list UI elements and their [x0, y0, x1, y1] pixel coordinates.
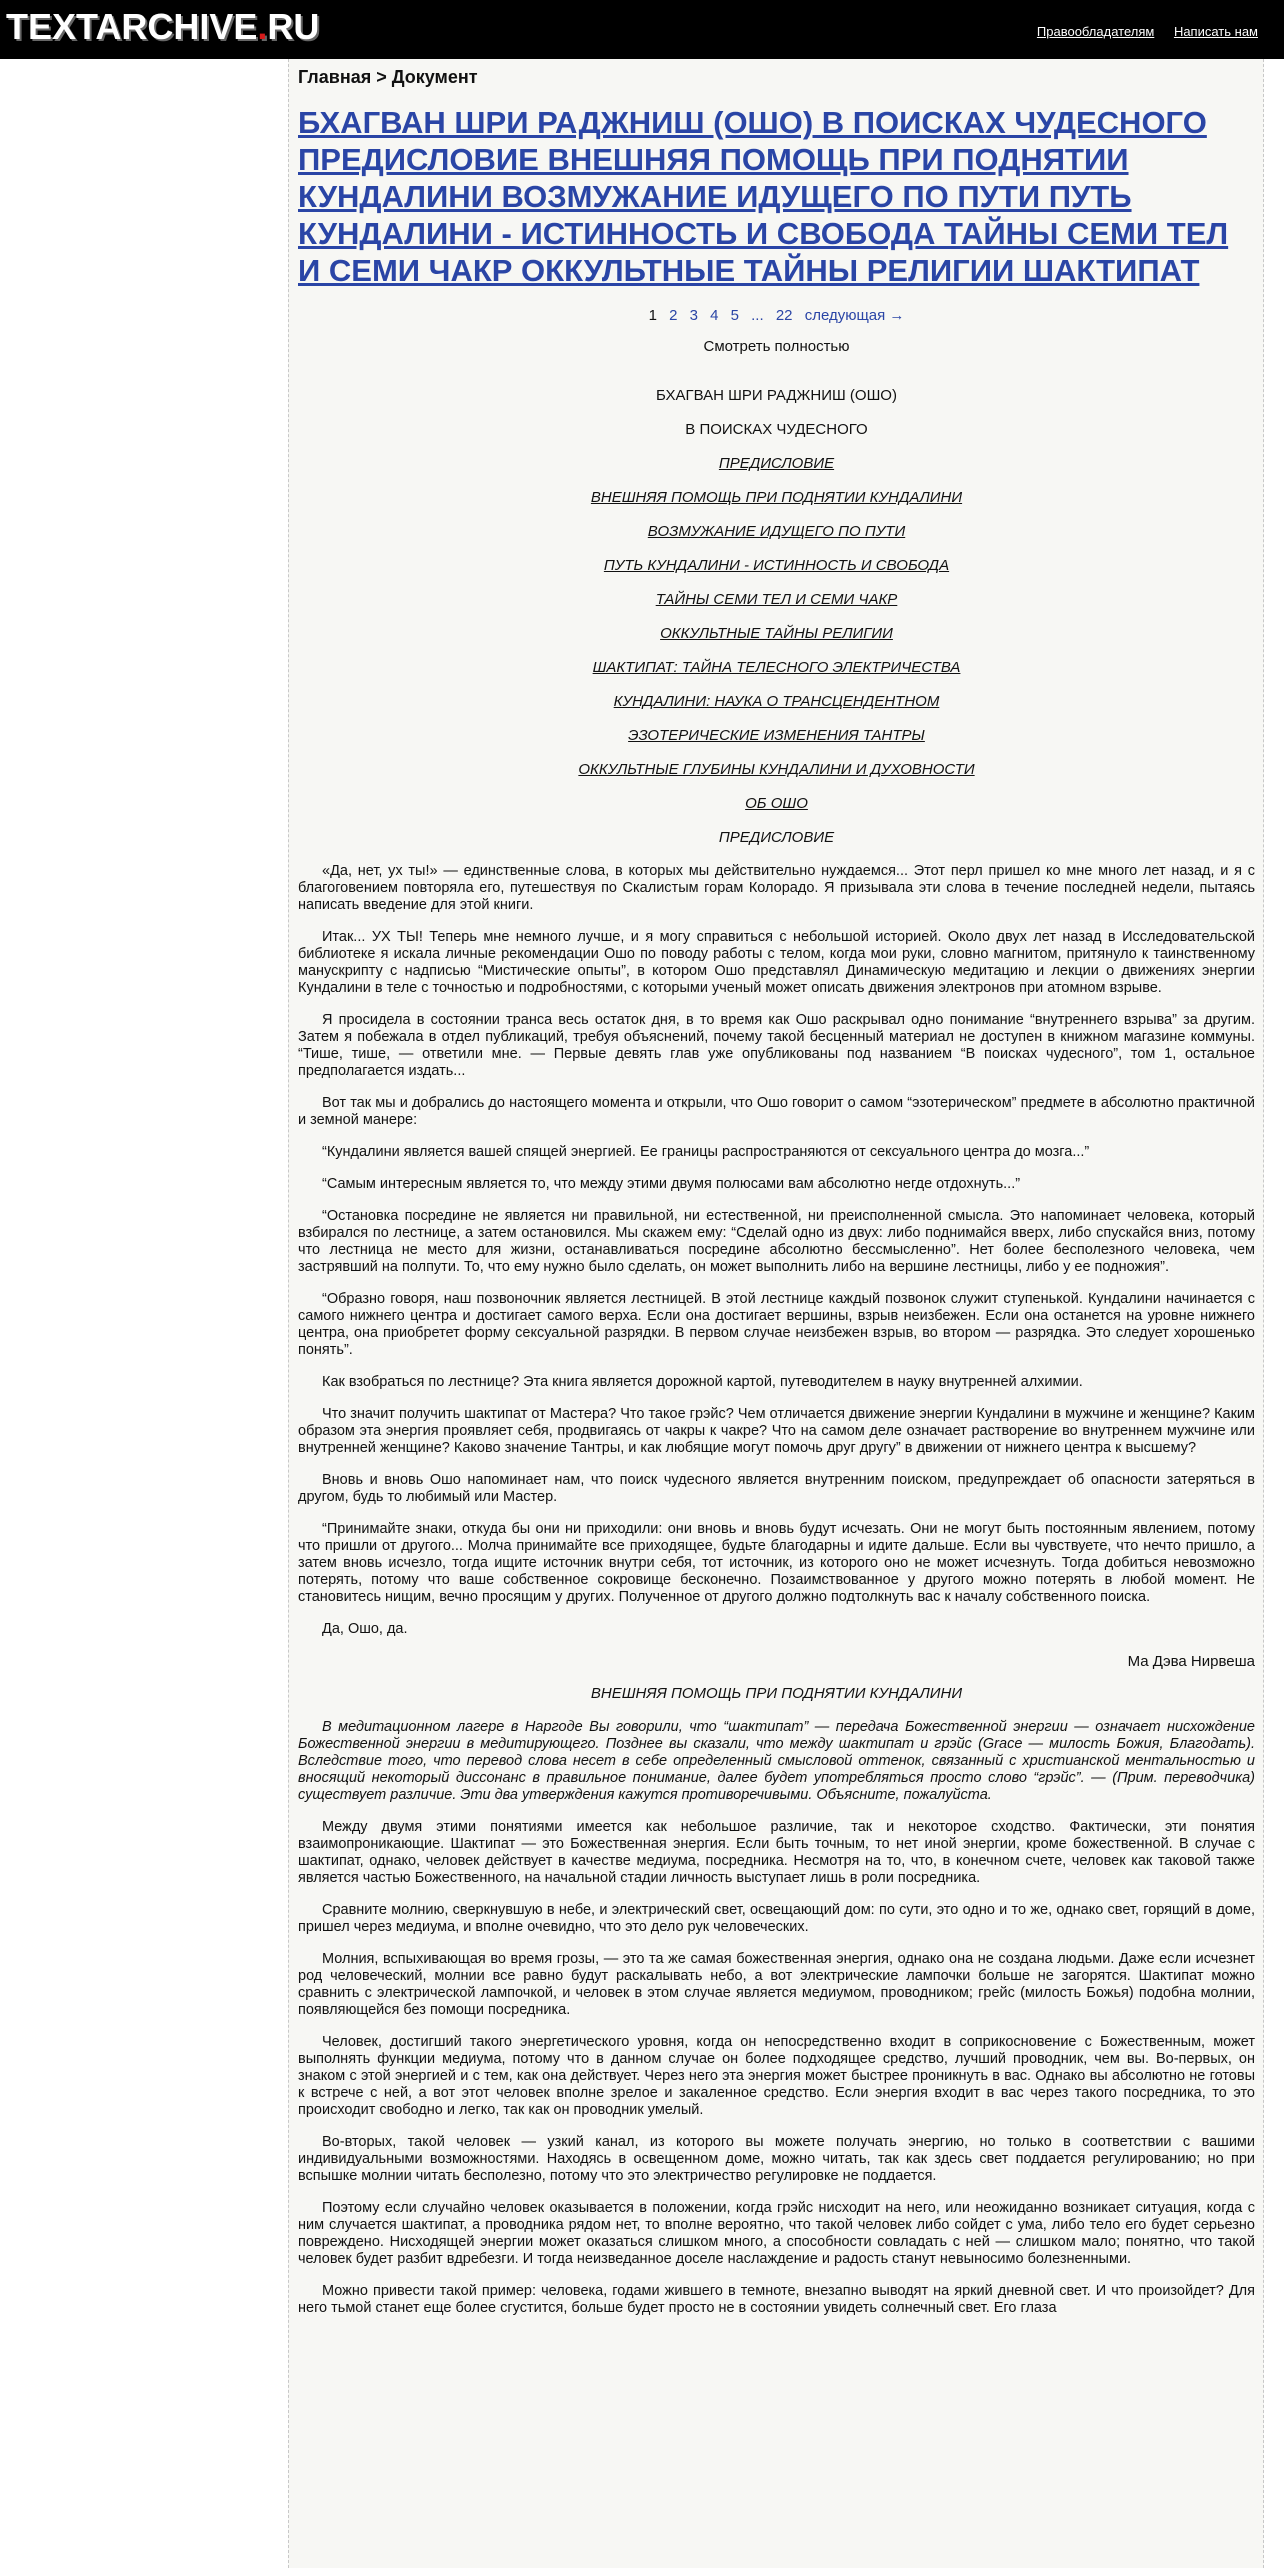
page-ellipsis[interactable]: ...: [751, 307, 764, 324]
toc-item[interactable]: ВНЕШНЯЯ ПОМОЩЬ ПРИ ПОДНЯТИИ КУНДАЛИНИ: [590, 489, 963, 506]
paragraph: Можно привести такой пример: человека, годами жившего в темноте, внезапно выводят на яркий дневной свет. И что произойдет? Для него тьмой станет еще более сгустится, больше будет просто не в состоянии увидеть солнечный свет. Его глаза: [298, 2283, 1255, 2316]
page-link-4[interactable]: 4: [710, 307, 719, 324]
contact-link[interactable]: Написать нам: [1173, 24, 1258, 39]
site-logo[interactable]: TEXTARCHIVE.RU: [6, 6, 320, 47]
paragraph: “Принимайте знаки, откуда бы они ни приходили: они вновь и вновь будут исчезать. Они не могут быть постоянным явлением, потому что пришли от другого... Молча принимайте все приходящее, будьте благодарны и идите дальше. Если вы чувствуете, что нечто пришло, а затем вновь исчезло, тогда ищите источник внутри себя, тот источник, из которого оно не может исчезнуть. Тогда добиться невозможно потерять, потому что ваше собственное сокровище бесконечно. Позаимствованное у другого можно потерять в любой момент. Не становитесь нищим, вечно просящим у других. Полученное от другого должно подтолкнуть вас к началу собственного поиска.: [298, 1521, 1255, 1605]
paragraph: Итак... УХ ТЫ! Теперь мне немного лучше, и я могу справиться с небольшой историей. Около двух лет назад в Исследовательской библиотеке я искала личные рекомендации Ошо по поводу работы с телом, когда мои руки, словно магнитом, притянуло к таинственному манускрипту с надписью “Мистические опыты”, в котором Ошо представлял Динамическую медитацию и лекции о движениях энергии Кундалини в теле с точностью и подробностями, с которыми ученый может описать движения электронов при атомном взрыве.: [298, 929, 1255, 996]
header-links: [1021, 24, 1258, 39]
paragraph: Между двумя этими понятиями имеется как небольшое различие, так и некоторое сходство. Фактически, эти понятия взаимопроникающие. Шактипат — это Божественная энергия. Если быть точным, то нет иной энергии, кроме божественной. В случае с шактипат, однако, человек действует в качестве медиума, посредника. Несмотря на то, что, в конечном счете, человек как таковой также является частью Божественного, на начальной стадии личность выступает лишь в роли посредника.: [298, 1819, 1255, 1886]
page-title: [298, 104, 1255, 289]
breadcrumb-separator: >: [371, 67, 392, 87]
paragraph: «Да, нет, ух ты!» — единственные слова, в которых мы действительно нуждаемся... Этот перл пришел ко мне много лет назад, и я с благоговением повторяла его, путешествуя по Скалистым горам Колорадо. Я призывала эти слова в течение последней недели, пытаясь написать введение для этой книги.: [298, 863, 1255, 913]
copyright-holders-link[interactable]: Правообладателям: [1036, 24, 1155, 39]
question-paragraph: В медитационном лагере в Наргоде Вы говорили, что “шактипат” — передача Божественной энергии — означает нисхождение Божественной энергии в медитирующего. Позднее вы сказали, что между шактипат и грэйс (Grace — милость Божия, Благодать). Вследствие того, что перевод слова несет в себе определенный смысловой оттенок, связанный с христианской ментальностью и вносящий некоторый диссонанс в правильное понимание, далее будет употребляться просто слово “грэйс”. — (Прим. переводчика) существует различие. Эти два утверждения кажутся противоречивыми. Объясните, пожалуйста.: [298, 1719, 1255, 1803]
paragraph: Вновь и вновь Ошо напоминает нам, что поиск чудесного является внутренним поиском, предупреждает об опасности затеряться в другом, будь то любимый или Мастер.: [298, 1472, 1255, 1505]
paragraph: Да, Ошо, да.: [322, 1621, 408, 1637]
paragraph: Вот так мы и добрались до настоящего момента и открыли, что Ошо говорит о самом “эзотерическом” предмете в абсолютно практичной и земной манере:: [298, 1095, 1255, 1128]
page-link-5[interactable]: 5: [730, 307, 739, 324]
page-current: 1: [648, 307, 657, 324]
toc-item[interactable]: ПУТЬ КУНДАЛИНИ - ИСТИННОСТЬ И СВОБОДА: [603, 557, 950, 574]
toc-item[interactable]: ПРЕДИСЛОВИЕ: [718, 455, 835, 472]
breadcrumb-home[interactable]: Главная: [298, 67, 372, 87]
page-title-link[interactable]: БХАГВАН ШРИ РАДЖНИШ (ОШО) В ПОИСКАХ ЧУДЕСНОГО ПРЕДИСЛОВИЕ ВНЕШНЯЯ ПОМОЩЬ ПРИ ПОДНЯТИИ КУНДАЛИНИ ВОЗМУЖАНИЕ ИДУЩЕГО ПО ПУТИ ПУТЬ КУНДАЛИНИ - ИСТИННОСТЬ И СВОБОДА ТАЙНЫ СЕМИ ТЕЛ И СЕМИ ЧАКР ОККУЛЬТНЫЕ ТАЙНЫ РЕЛИГИИ ШАКТИПАТ: [298, 105, 1229, 288]
paragraph: Поэтому если случайно человек оказывается в положении, когда грэйс нисходит на него, или неожиданно возникает ситуация, когда с ним случается шактипат, а проводника рядом нет, то вполне вероятно, что такой человек либо сойдет с ума, либо тело его будет серьезно повреждено. Нисходящей энергии может оказаться слишком много, а способности совладать с ней — слишком мало; понятно, что такой человек будет разбит вдребезги. И тогда неизведанное доселе наслаждение и радость станут невыносимо болезненными.: [298, 2200, 1255, 2267]
view-all-link[interactable]: Смотреть полностью: [703, 338, 850, 355]
paragraph: “Самым интересным является то, что между этими двумя полюсами вам абсолютно негде отдохнуть...”: [322, 1176, 1021, 1192]
paragraph: Сравните молнию, сверкнувшую в небе, и электрический свет, освещающий дом: по сути, это одно и то же, однако свет, горящий в доме, пришел через медиума, и вполне очевидно, что это дело рук человеческих.: [298, 1902, 1255, 1935]
pagination: [298, 307, 1255, 324]
toc-item[interactable]: ОБ ОШО: [745, 795, 808, 812]
section-heading-external-help: ВНЕШНЯЯ ПОМОЩЬ ПРИ ПОДНЯТИИ КУНДАЛИНИ: [590, 1685, 963, 1702]
site-header: [0, 0, 1284, 59]
page-link-22[interactable]: 22: [775, 307, 793, 324]
next-page-link[interactable]: следующая →: [804, 307, 905, 324]
main-content: [288, 59, 1264, 2568]
paragraph: “Кундалини является вашей спящей энергией. Ее границы распространяются от сексуального центра до мозга...”: [322, 1144, 1090, 1160]
section-heading-preface: ПРЕДИСЛОВИЕ: [718, 829, 835, 846]
toc-item[interactable]: ОККУЛЬТНЫЕ ГЛУБИНЫ КУНДАЛИНИ И ДУХОВНОСТИ: [578, 761, 975, 778]
paragraph: Что значит получить шактипат от Мастера? Что такое грэйс? Чем отличается движение энергии Кундалини в мужчине и женщине? Каким образом эта энергия проявляет себя, продвигаясь от чакры к чакре? Что на самом деле означает растворение во внутреннем мужчине или внутренней женщине? Каково значение Тантры, и как любящие могут помочь друг другу” в движении от нижнего центра к высшему?: [298, 1406, 1255, 1456]
breadcrumb-current: Документ: [391, 67, 478, 87]
paragraph: “Остановка посредине не является ни правильной, ни естественной, ни преисполненной смысла. Это напоминает человека, который взбирался по лестнице, а затем остановился. Мы скажем ему: “Сделай одно из двух: либо поднимайся вверх, либо спускайся вниз, потому что лестница не место для жизни, останавливаться посредине абсолютно бессмысленно”. Нет более бесполезного человека, чем застрявший на полпути. То, что ему нужно было сделать, он может выполнить либо на вершине лестницы, либо у ее подножия”.: [298, 1208, 1255, 1275]
page-link-3[interactable]: 3: [689, 307, 698, 324]
paragraph: Молния, вспыхивающая во время грозы, — это та же самая божественная энергия, однако она не создана людьми. Даже если исчезнет род человеческий, молнии все равно будут раскалывать небо, а вот электрические лампочки больше не загорятся. Шактипат можно сравнить с электрической лампочкой, и человек в этом случае является медиумом, проводником; грейс (милость Божья) подобна молнии, появляющейся без помощи посредника.: [298, 1951, 1255, 2018]
page-link-2[interactable]: 2: [669, 307, 678, 324]
toc-item[interactable]: ЭЗОТЕРИЧЕСКИЕ ИЗМЕНЕНИЯ ТАНТРЫ: [628, 727, 925, 744]
paragraph: “Образно говоря, наш позвоночник является лестницей. В этой лестнице каждый позвонок служит ступенькой. Кундалини начинается с самого нижнего центра и достигает самого верха. Если она достигает вершины, взрыв неизбежен. Если она останется на уровне нижнего центра, она приобретет форму сексуальной разрядки. В первом случае неизбежен взрыв, во втором — разрядка. Это следует хорошенько понять”.: [298, 1291, 1255, 1358]
paragraph: Во-вторых, такой человек — узкий канал, из которого вы можете получать энергию, но только в соответствии с вашими индивидуальными возможностями. Находясь в освещенном доме, можно читать, так как здесь свет поддается регулированию; но при вспышке молнии читать бесполезно, потому что это электричество регулировке не поддается.: [298, 2134, 1255, 2184]
paragraph: Как взобраться по лестнице? Эта книга является дорожной картой, путеводителем в науку внутренней алхимии.: [322, 1374, 1083, 1390]
paragraph: Человек, достигший такого энергетического уровня, когда он непосредственно входит в соприкосновение с Божественным, может выполнять функции медиума, потому что в данном случае он более подходящее средство, лучший проводник, чем вы. Во-первых, он знаком с этой энергией и с тем, как она действует. Через него эта энергия может быстрее проникнуть в вас. Однако вы абсолютно не готовы к встрече с ней, а вот этот человек вполне зрелое и закаленное средство. Если энергия входит в вас через такого посредника, то это происходит свободно и легко, так как он проводник умелый.: [298, 2034, 1255, 2118]
toc-item[interactable]: ШАКТИПАТ: ТАЙНА ТЕЛЕСНОГО ЭЛЕКТРИЧЕСТВА: [592, 659, 961, 676]
doc-book-title: В ПОИСКАХ ЧУДЕСНОГО: [685, 421, 868, 438]
toc-item[interactable]: ОККУЛЬТНЫЕ ТАЙНЫ РЕЛИГИИ: [660, 625, 893, 642]
doc-author: БХАГВАН ШРИ РАДЖНИШ (ОШО): [656, 387, 897, 404]
signature: Ма Дэва Нирвеша: [1127, 1653, 1255, 1670]
breadcrumb: [298, 67, 1255, 88]
toc-item[interactable]: ТАЙНЫ СЕМИ ТЕЛ И СЕМИ ЧАКР: [655, 591, 898, 608]
toc-item[interactable]: ВОЗМУЖАНИЕ ИДУЩЕГО ПО ПУТИ: [647, 523, 906, 540]
toc-item[interactable]: КУНДАЛИНИ: НАУКА О ТРАНСЦЕНДЕНТНОМ: [613, 693, 940, 710]
table-of-contents: [298, 455, 1255, 813]
paragraph: Я просидела в состоянии транса весь остаток дня, в то время как Ошо раскрывал одно понимание “внутреннего взрыва” за другим. Затем я побежала в отдел публикаций, требуя объяснений, почему такой бесценный материал не доступен в книжном магазине коммуны. “Тише, тише, — ответили мне. — Первые девять глав уже опубликованы под названием “В поисках чудесного”, том 1, остальное предполагается издать...: [298, 1012, 1255, 1079]
